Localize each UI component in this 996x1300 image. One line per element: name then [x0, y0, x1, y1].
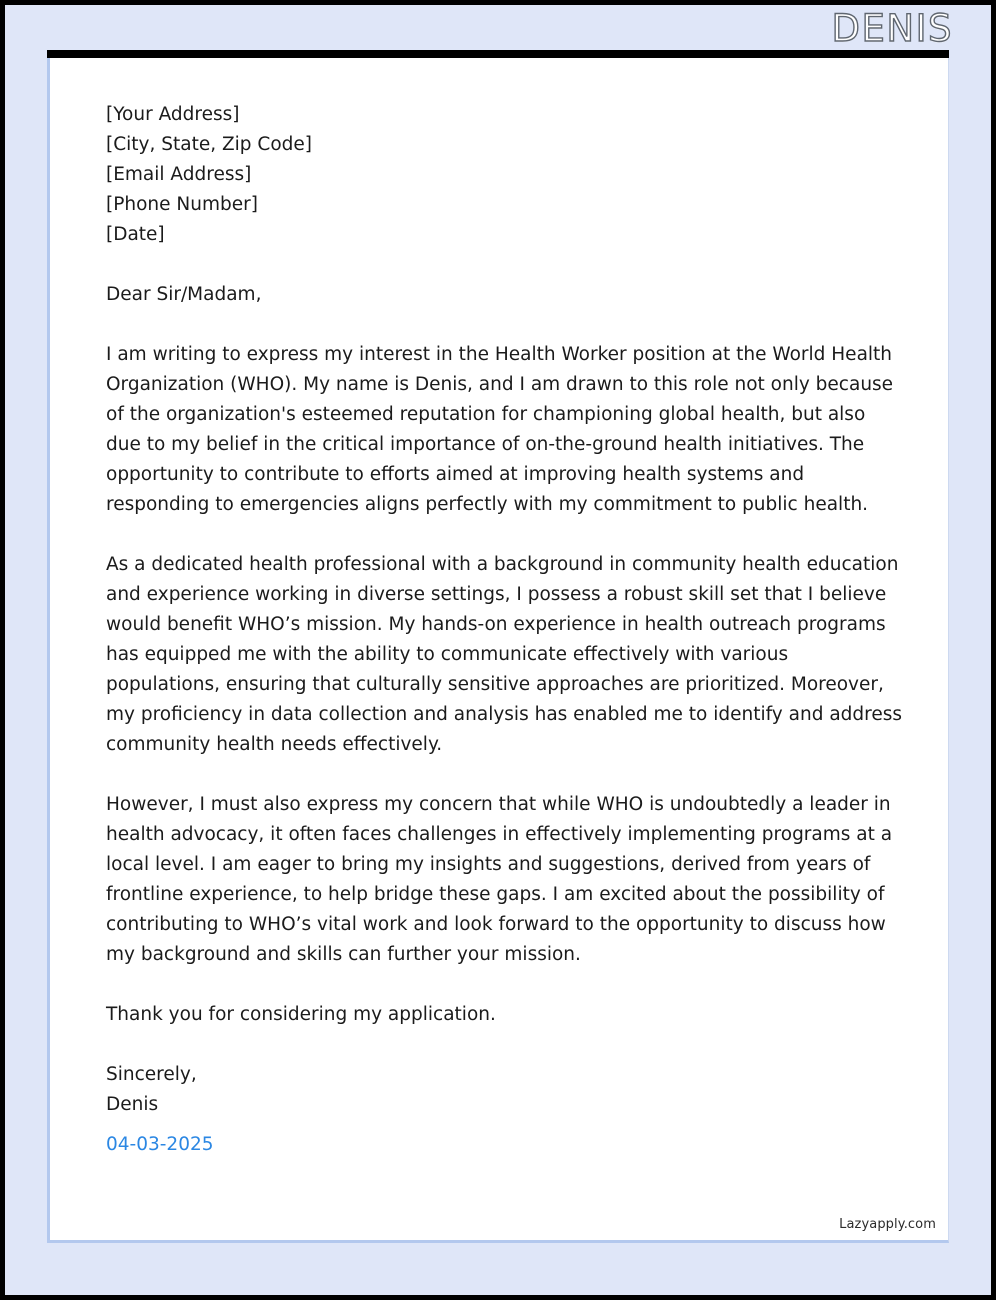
- address-line: [Email Address]: [106, 164, 252, 185]
- signoff-closing: Sincerely,: [106, 1064, 197, 1085]
- letter-sheet: [47, 58, 949, 1243]
- date-stamp: 04-03-2025: [106, 1134, 214, 1155]
- address-line: [Date]: [106, 224, 165, 245]
- address-line: [Your Address]: [106, 104, 240, 125]
- signature-block: [106, 1060, 902, 1160]
- letter-paragraph: I am writing to express my interest in the Health Worker position at the World Health Organization (WHO). My name is Denis, and I am drawn to this role not only because of the organization's esteemed reputation for championing global health, but also due to my belief in the critical importance of on-the-ground health initiatives. The opportunity to contribute to efforts aimed at improving health systems and responding to emergencies aligns perfectly with my commitment to public health.: [106, 344, 894, 515]
- letter-paragraph: However, I must also express my concern that while WHO is undoubtedly a leader in health advocacy, it often faces challenges in effectively implementing programs at a local level. I am eager to bring my insights and suggestions, derived from years of frontline experience, to help bridge these gaps. I am excited about the possibility of contributing to WHO’s vital work and look forward to the opportunity to discuss how my background and skills can further your mission.: [106, 794, 893, 965]
- address-line: [Phone Number]: [106, 194, 258, 215]
- letter-body: [106, 100, 902, 1160]
- sender-address-block: [106, 100, 902, 250]
- letterhead-masthead: [5, 5, 991, 50]
- footer-watermark: Lazyapply.com: [839, 1217, 936, 1232]
- letter-paragraph: As a dedicated health professional with a background in community health education and experience working in diverse settings, I possess a robust skill set that I believe would benefit WHO’s mission. My hands-on experience in health outreach programs has equipped me with the ability to communicate effectively with various populations, ensuring that culturally sensitive approaches are prioritized. Moreover, my proficiency in data collection and analysis has enabled me to identify and address community health needs effectively.: [106, 554, 903, 755]
- address-line: [City, State, Zip Code]: [106, 134, 312, 155]
- document-page: [5, 5, 991, 1295]
- header-divider-rule: [47, 50, 949, 58]
- signoff-name: Denis: [106, 1094, 159, 1115]
- salutation: Dear Sir/Madam,: [106, 284, 262, 305]
- closing-thanks: Thank you for considering my application.: [106, 1004, 496, 1025]
- brand-name-heading: DENIS: [831, 7, 953, 50]
